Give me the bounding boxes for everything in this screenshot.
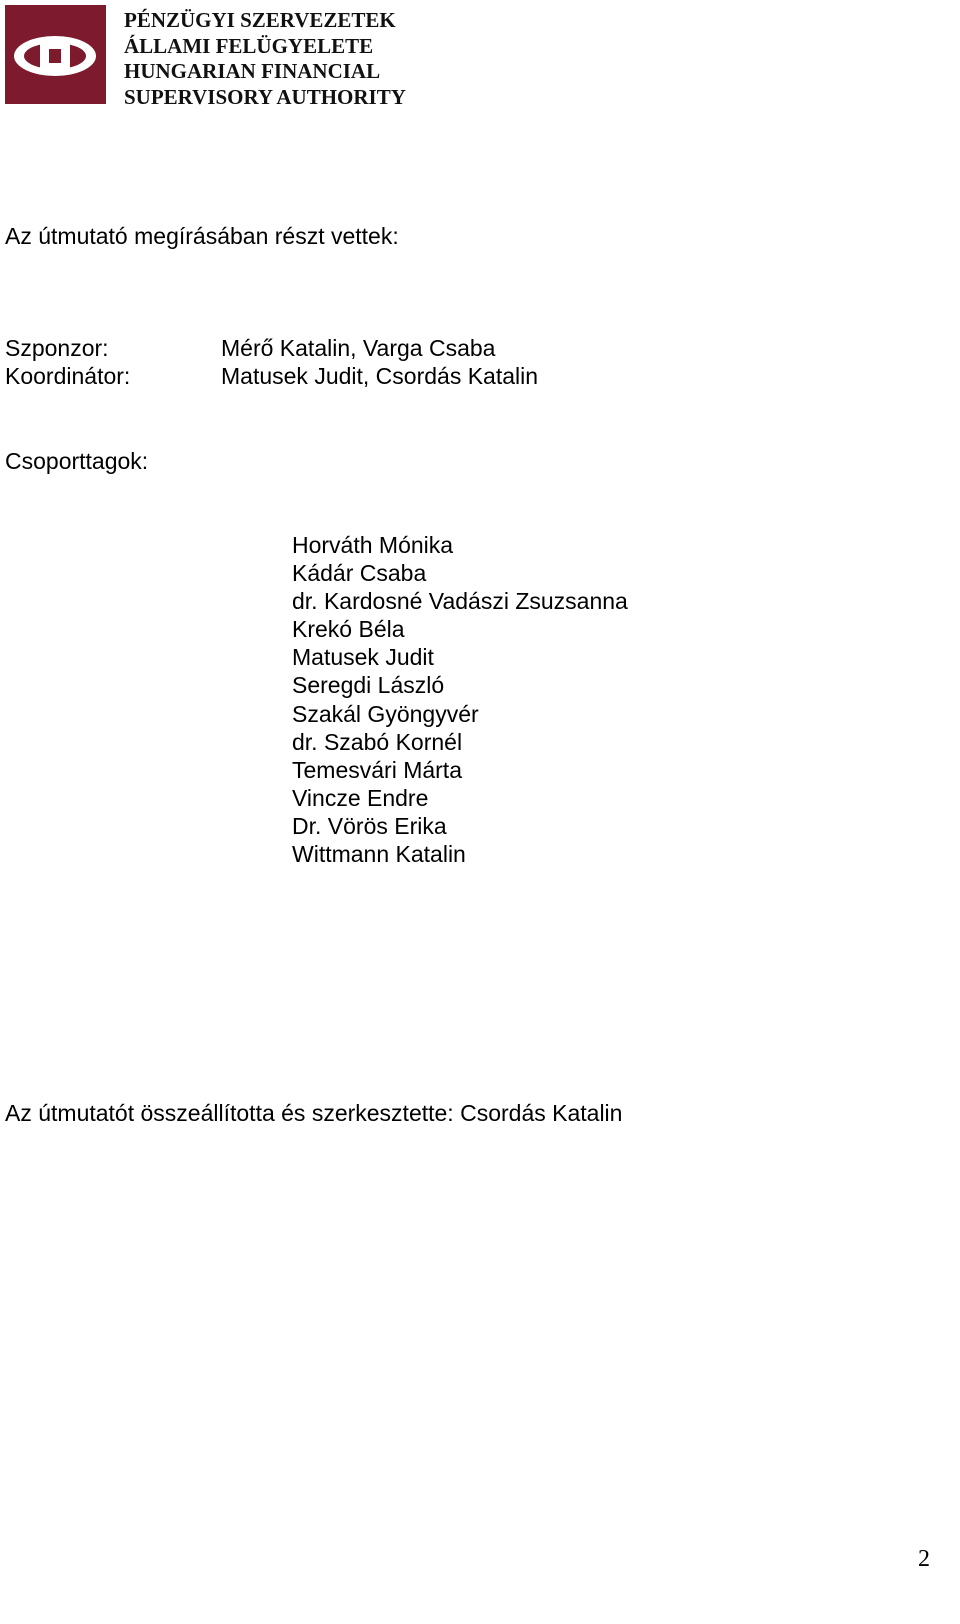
intro-text: Az útmutató megírásában részt vettek:	[5, 223, 399, 249]
member-item: Horváth Mónika	[292, 532, 454, 558]
org-name-line-2: ÁLLAMI FELÜGYELETE	[124, 33, 374, 58]
org-name-line-1: PÉNZÜGYI SZERVEZETEK	[124, 8, 396, 32]
organization-name	[124, 8, 406, 110]
member-item: Vincze Endre	[292, 784, 429, 811]
member-item: Szakál Gyöngyvér	[292, 700, 479, 727]
member-item: Matusek Judit	[292, 644, 434, 671]
page-number: 2	[918, 1546, 930, 1572]
member-item: dr. Kardosné Vadászi Zsuzsanna	[292, 588, 628, 615]
logo-emblem-icon	[5, 5, 106, 104]
member-item: Dr. Vörös Erika	[292, 812, 447, 839]
members-label: Csoporttagok:	[5, 448, 149, 474]
member-item: Kádár Csaba	[292, 560, 427, 587]
sponsor-label: Szponzor:	[5, 335, 109, 361]
organization-logo	[5, 5, 106, 104]
member-item: Krekó Béla	[292, 616, 405, 643]
member-item: Seregdi László	[292, 672, 445, 699]
editor-line: Az útmutatót összeállította és szerkesztette: Csordás Katalin	[5, 1100, 623, 1126]
sponsor-value: Mérő Katalin, Varga Csaba	[221, 335, 496, 361]
coordinator-value: Matusek Judit, Csordás Katalin	[221, 363, 539, 389]
coordinator-label: Koordinátor:	[5, 363, 131, 389]
org-name-line-3: HUNGARIAN FINANCIAL	[124, 59, 381, 83]
member-item: Temesvári Márta	[292, 756, 462, 783]
member-item: dr. Szabó Kornél	[292, 728, 463, 755]
member-list	[292, 531, 628, 868]
member-item: Wittmann Katalin	[292, 841, 466, 868]
org-name-line-4: SUPERVISORY AUTHORITY	[124, 84, 406, 109]
